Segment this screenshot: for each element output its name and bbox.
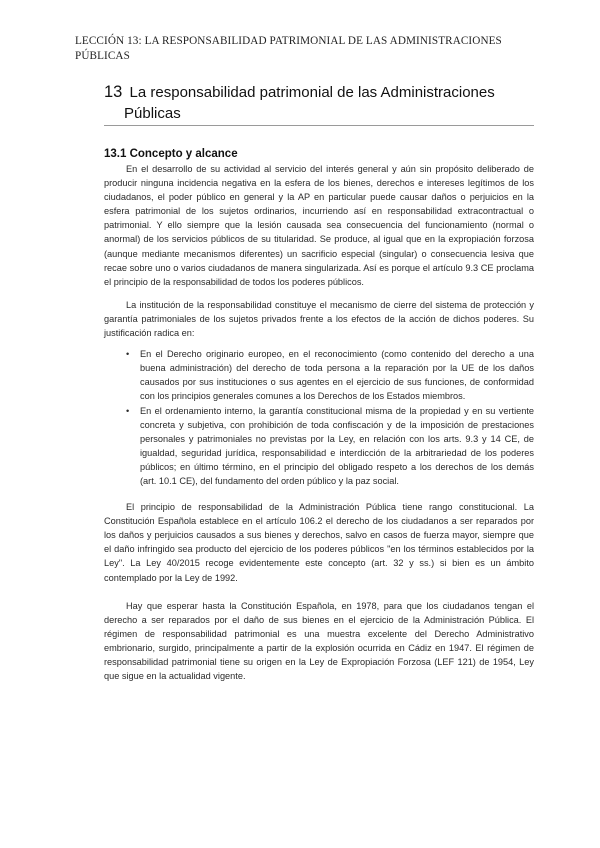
chapter-title	[104, 82, 534, 124]
paragraph-4: Hay que esperar hasta la Constitución Española, en 1978, para que los ciudadanos tengan el derecho a ser reparados por el daño de sus bienes en el ejercicio de la Administración Pública. El régimen de responsabilidad patrimonial es una muestra excelente del Derecho Administrativo embrionario, surgido, principalmente a partir de la explosión ocurrida en Cádiz en 1947. El régimen de responsabilidad patrimonial tiene su origen en la Ley de Expropiación Forzosa (LEF 121) de 1954, Ley que sigue en la actualidad vigente.	[104, 600, 534, 682]
title-rule	[104, 125, 534, 126]
running-header: LECCIÓN 13: LA RESPONSABILIDAD PATRIMONIAL DE LAS ADMINISTRACIONES PÚBLICAS	[75, 35, 502, 62]
list-item-text: En el ordenamiento interno, la garantía constitucional misma de la propiedad y en su vertiente concreta y subjetiva, con prohibición de toda confiscación y de la imposición de prestaciones personales y patrimoniales no previstas por la Ley, en relación con los arts. 9.3 y 14 CE, de igualdad, seguridad jurídica, responsabilidad e interdicción de la arbitrariedad de los poderes públicos; en último término, en el principio del obligado respeto a los derechos de los demás (art. 10.1 CE), del fundamento del orden público y la paz social.	[140, 405, 534, 486]
justification-list	[104, 347, 534, 488]
chapter-title-line1: La responsabilidad patrimonial de las Administraciones	[129, 84, 495, 101]
bullet-icon: •	[126, 349, 130, 360]
chapter-title-line2: Públicas	[124, 105, 181, 122]
chapter-number: 13	[104, 83, 123, 101]
list-item-text: En el Derecho originario europeo, en el reconocimiento (como contenido del derecho a una buena administración) del derecho de toda persona a la reparación por la UE de los daños causados por sus instituciones o sus agentes en el ejercicio de sus funciones, de conformidad con los principios generales comunes a los Derechos de los Estados miembros.	[140, 349, 534, 402]
list-item	[126, 347, 534, 403]
paragraph-1: En el desarrollo de su actividad al servicio del interés general y aún sin propósito deliberado de producir ninguna incidencia negativa en la esfera de los bienes, derechos e intereses legítimos de los ciudadanos, el poder público en general y la AP en particular puede causar daños o perjuicios en la esfera patrimonial de los sujetos ordinarios, incurriendo así en responsabilidad extracontractual o patrimonial. Y ello siempre que la lesión causada sea consecuencia del funcionamiento (normal o anormal) de los servicios públicos de su titularidad. Se produce, al igual que en la expropiación forzosa (aunque mediante mecanismos diferentes) un sacrificio especial (singular) o consecuencia lesiva que recae sobre uno o varios ciudadanos de manera singularizada. Así es porque el artículo 9.3 CE proclama el principio de la responsabilidad de todos los poderes públicos.	[104, 164, 534, 287]
paragraph-2: La institución de la responsabilidad constituye el mecanismo de cierre del sistema de protección y garantía patrimoniales de los sujetos privados frente a los efectos de la acción de dichos poderes. Su justificación radica en:	[104, 299, 534, 339]
bullet-icon: •	[126, 405, 130, 416]
section-title: 13.1 Concepto y alcance	[104, 148, 238, 160]
list-item	[126, 404, 534, 489]
paragraph-3: El principio de responsabilidad de la Administración Pública tiene rango constitucional. La Constitución Española establece en el artículo 106.2 el derecho de los ciudadanos a ser reparados por los daños y perjuicios causados a sus bienes y derechos, salvo en casos de fuerza mayor, siempre que el daño infringido sea producto del ejercicio de los poderes públicos "en los términos establecidos por la Ley". La Ley 40/2015 recoge evidentemente este concepto (art. 32 y ss.) si bien es un ámbito contemplado por la Ley de 1992.	[104, 502, 534, 583]
body-text	[104, 162, 534, 683]
